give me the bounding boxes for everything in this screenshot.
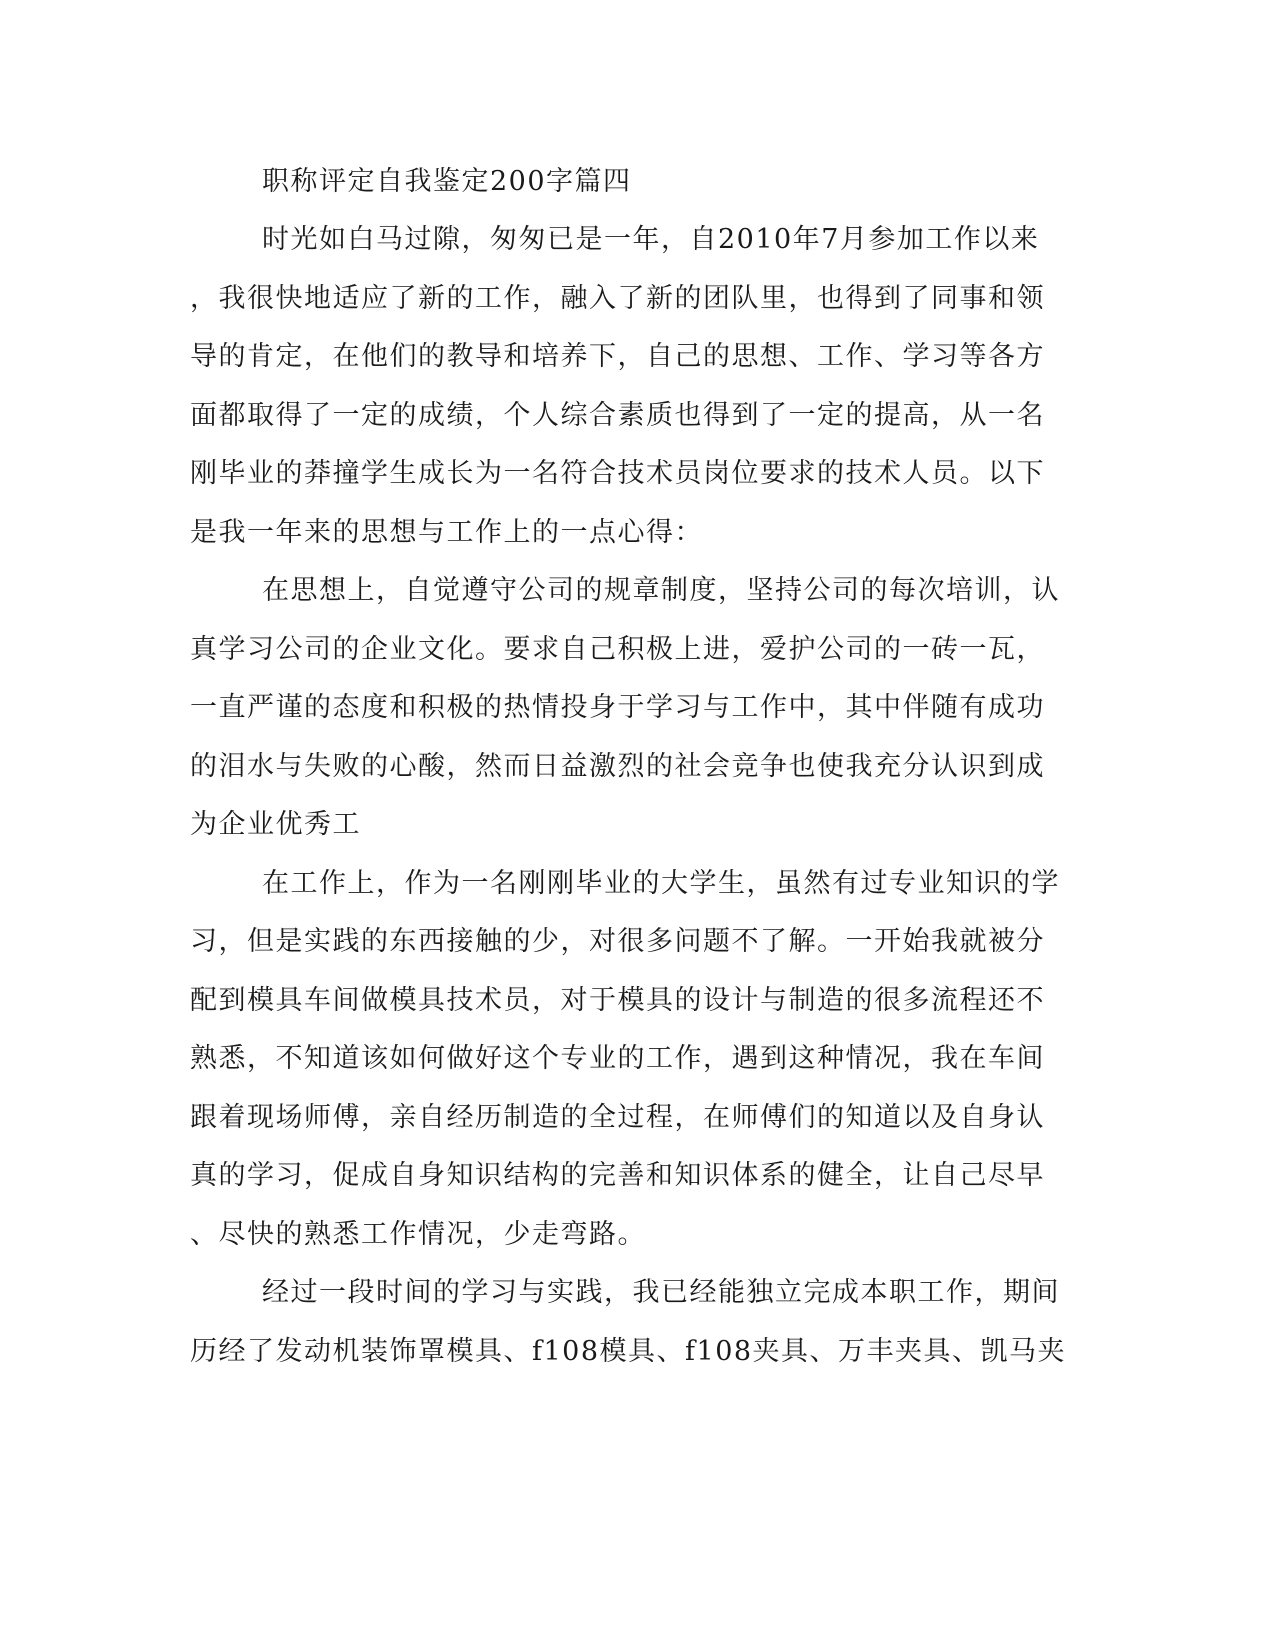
paragraph-line: 一直严谨的态度和积极的热情投身于学习与工作中，其中伴随有成功 <box>190 692 1045 723</box>
paragraph-line: 在工作上，作为一名刚刚毕业的大学生，虽然有过专业知识的学 <box>262 868 1060 899</box>
document-title: 职称评定自我鉴定200字篇四 <box>262 166 632 197</box>
paragraph-line: 真学习公司的企业文化。要求自己积极上进，爱护公司的一砖一瓦， <box>190 634 1045 665</box>
paragraph-line: ，我很快地适应了新的工作，融入了新的团队里，也得到了同事和领 <box>190 283 1045 314</box>
paragraph-line: 经过一段时间的学习与实践，我已经能独立完成本职工作，期间 <box>262 1277 1060 1308</box>
paragraph-line: 是我一年来的思想与工作上的一点心得： <box>190 517 703 548</box>
paragraph-line: 面都取得了一定的成绩，个人综合素质也得到了一定的提高，从一名 <box>190 400 1045 431</box>
paragraph-line: 刚毕业的莽撞学生成长为一名符合技术员岗位要求的技术人员。以下 <box>190 458 1045 489</box>
paragraph-line: 、尽快的熟悉工作情况，少走弯路。 <box>190 1219 646 1250</box>
paragraph-line: 历经了发动机装饰罩模具、f108模具、f108夹具、万丰夹具、凯马夹 <box>190 1336 1067 1367</box>
paragraph-line: 习，但是实践的东西接触的少，对很多问题不了解。一开始我就被分 <box>190 926 1045 957</box>
paragraph-line: 熟悉，不知道该如何做好这个专业的工作，遇到这种情况，我在车间 <box>190 1043 1045 1074</box>
paragraph-line: 时光如白马过隙，匆匆已是一年，自2010年7月参加工作以来 <box>262 224 1040 255</box>
paragraph-line: 跟着现场师傅，亲自经历制造的全过程，在师傅们的知道以及自身认 <box>190 1102 1045 1133</box>
paragraph-line: 导的肯定，在他们的教导和培养下，自己的思想、工作、学习等各方 <box>190 341 1045 372</box>
paragraph-line: 的泪水与失败的心酸，然而日益激烈的社会竞争也使我充分认识到成 <box>190 751 1045 782</box>
paragraph-line: 配到模具车间做模具技术员，对于模具的设计与制造的很多流程还不 <box>190 985 1045 1016</box>
paragraph-line: 在思想上，自觉遵守公司的规章制度，坚持公司的每次培训，认 <box>262 575 1060 606</box>
paragraph-line: 为企业优秀工 <box>190 809 361 840</box>
paragraph-line: 真的学习，促成自身知识结构的完善和知识体系的健全，让自己尽早 <box>190 1160 1045 1191</box>
